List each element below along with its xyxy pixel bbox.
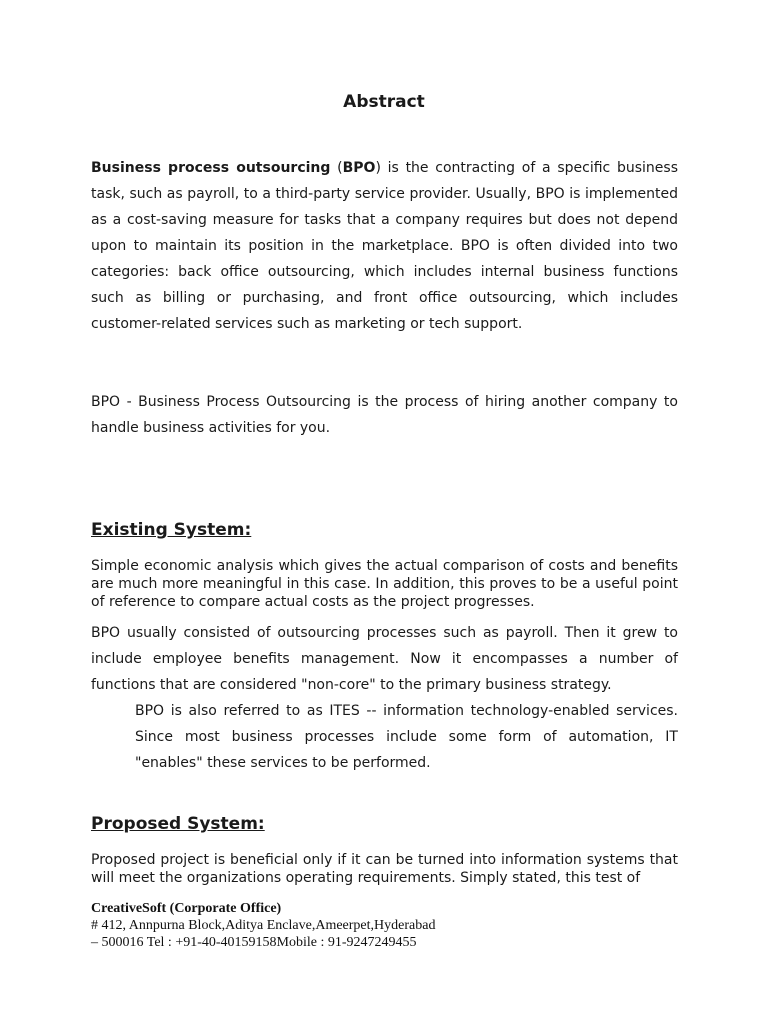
existing-system-paragraph-2: BPO usually consisted of outsourcing processes such as payroll. Then it grew to include employee benefits management. Now it encompasses a number of functions that are considered "non-core" to the primary business strategy. (91, 625, 678, 693)
abstract-body: ) is the contracting of a specific business task, such as payroll, to a third-party service provider. Usually, BPO is implemented as a cost-saving measure for tasks that a company requires but does not depend upon to maintain its position in the marketplace. BPO is often divided into two categories: back office outsourcing, which includes internal business functions such as billing or purchasing, and front office outsourcing, which includes customer-related services such as marketing or tech support. (91, 160, 678, 332)
abstract-abbr: BPO (342, 160, 376, 176)
abstract-term: Business process outsourcing (91, 160, 331, 176)
proposed-system-paragraph-1: Proposed project is beneficial only if it can be turned into information systems that will meet the organizations operating requirements. Simply stated, this test of (91, 852, 678, 886)
existing-system-paragraph-3: BPO is also referred to as ITES -- information technology-enabled services. Since most business processes include some form of automation, IT "enables" these services to be performed. (135, 703, 678, 771)
footer-organization: CreativeSoft (Corporate Office) (91, 901, 282, 916)
abstract-paragraph (91, 155, 678, 337)
existing-system-paragraph-1: Simple economic analysis which gives the actual comparison of costs and benefits are much more meaningful in this case. In addition, this proves to be a useful point of reference to compare actual costs as the project progresses. (91, 558, 678, 610)
abstract-paren-open: ( (330, 160, 343, 176)
existing-system-heading: Existing System: (91, 520, 252, 540)
definition-paragraph: BPO - Business Process Outsourcing is the process of hiring another company to handle business activities for you. (91, 394, 678, 436)
footer-address (91, 900, 435, 951)
page-title: Abstract (343, 92, 425, 112)
footer-address-line-2: – 500016 Tel : +91-40-40159158Mobile : 91-9247249455 (91, 935, 417, 950)
footer-address-line-1: # 412, Annpurna Block,Aditya Enclave,Ameerpet,Hyderabad (91, 918, 436, 933)
proposed-system-heading: Proposed System: (91, 814, 265, 834)
